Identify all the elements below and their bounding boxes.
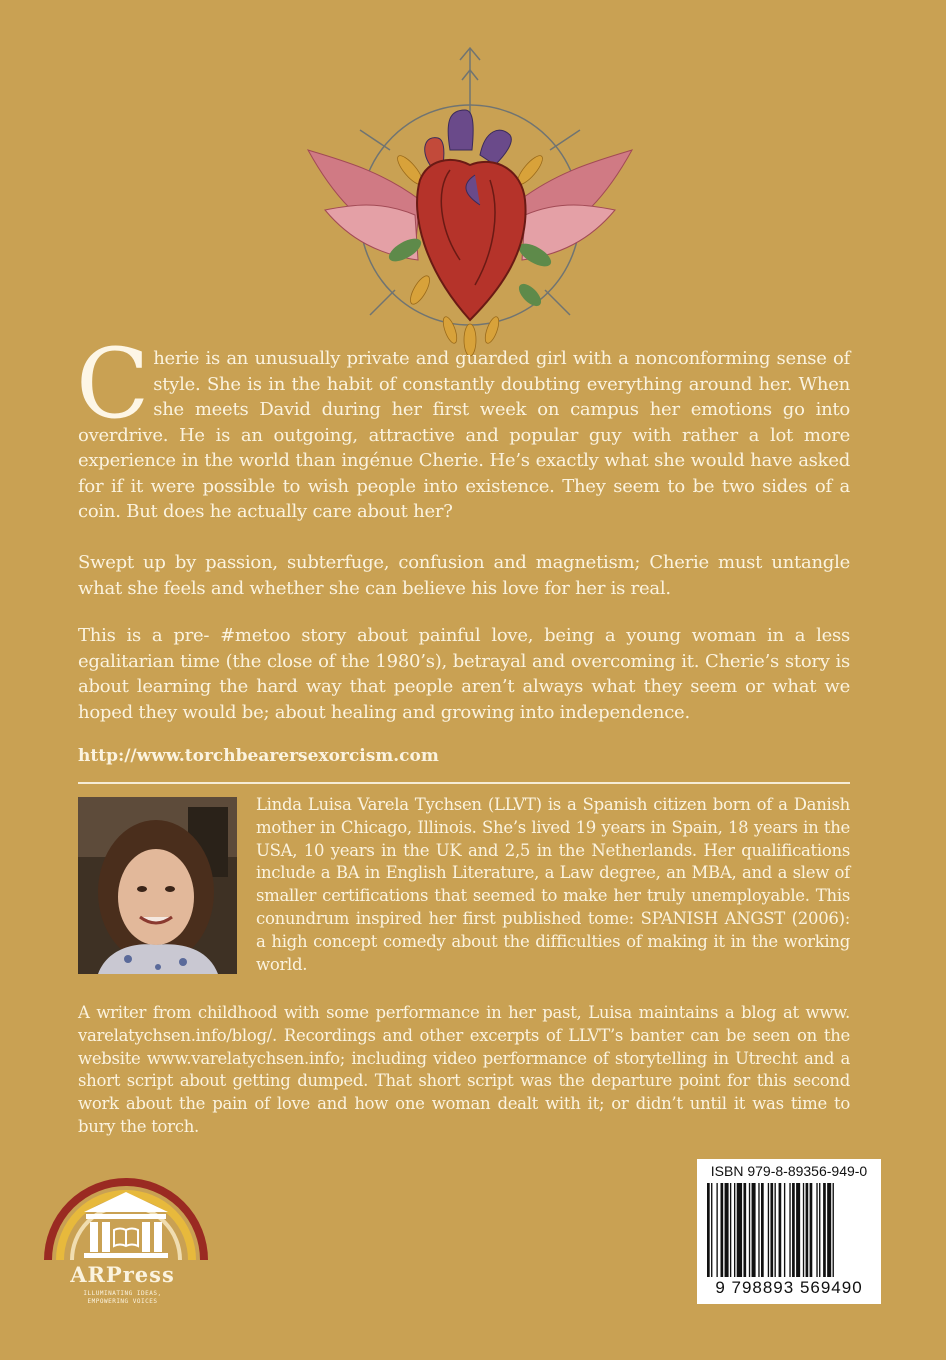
barcode-bar bbox=[749, 1183, 750, 1277]
drop-cap: C bbox=[76, 328, 150, 440]
barcode-bar bbox=[734, 1183, 735, 1277]
isbn-label: ISBN 979-8-89356-949-0 bbox=[710, 1163, 868, 1179]
barcode-bar bbox=[721, 1183, 724, 1277]
barcode-bar bbox=[784, 1183, 785, 1277]
barcode-bar bbox=[725, 1183, 729, 1277]
publisher-tagline bbox=[40, 1290, 205, 1306]
barcode-bar bbox=[761, 1183, 764, 1277]
barcode-bar bbox=[770, 1183, 773, 1277]
barcode-bar bbox=[707, 1183, 710, 1277]
barcode-bar bbox=[711, 1183, 712, 1277]
barcode-bar bbox=[775, 1183, 776, 1277]
barcode-bar bbox=[803, 1183, 804, 1277]
barcode-bar bbox=[816, 1183, 817, 1277]
barcode-bar bbox=[806, 1183, 809, 1277]
barcode-bar bbox=[743, 1183, 746, 1277]
publisher-tagline-line-1: ILLUMINATING IDEAS, bbox=[83, 1290, 162, 1297]
barcode-bar bbox=[792, 1183, 795, 1277]
website-url: http://www.torchbearersexorcism.com bbox=[78, 746, 439, 766]
barcode-bar bbox=[752, 1183, 756, 1277]
barcode-bar bbox=[810, 1183, 813, 1277]
blurb-paragraph-1 bbox=[76, 328, 850, 525]
author-bio-continued: A writer from childhood with some performance in her past, Luisa maintains a blog at www. varelatychsen.info/blog/. Recordings and other excerpts of LLVT’s banter can be seen on the website www.varelatychsen.info; including video performance of storytelling in Utrecht and a short script about getting dumped. That short script was the departure point for this second work about the pain of love and how one woman dealt with it; or didn’t until it was time to bury the torch. bbox=[78, 1003, 850, 1136]
publisher-name: ARPress bbox=[70, 1262, 175, 1287]
blurb-paragraph-3: This is a pre- #metoo story about painful love, being a young woman in a less egalitarian time (the close of the 1980’s), betrayal and overcoming it. Cherie’s story is about learning the hard way that people aren’t always what they seem or what we hoped they would be; about healing and growing into independence. bbox=[78, 625, 850, 723]
barcode-bar bbox=[789, 1183, 790, 1277]
isbn-barcode bbox=[697, 1159, 881, 1304]
barcode-bar bbox=[737, 1183, 742, 1277]
barcode-bar bbox=[833, 1183, 834, 1277]
blurb-paragraph-2: Swept up by passion, subterfuge, confusion and magnetism; Cherie must untangle what she feels and whether she can believe his love for her is real. bbox=[78, 552, 850, 599]
barcode-bar bbox=[819, 1183, 820, 1277]
author-photo bbox=[78, 797, 237, 974]
barcode-bar bbox=[827, 1183, 831, 1277]
barcode-digits: 9 798893 569490 bbox=[715, 1278, 863, 1297]
divider bbox=[78, 782, 850, 784]
barcode-bar bbox=[758, 1183, 759, 1277]
open-book-icon bbox=[114, 1229, 138, 1247]
barcode-bars bbox=[705, 1183, 873, 1279]
winged-heart-illustration bbox=[300, 40, 640, 370]
author-bio: Linda Luisa Varela Tychsen (LLVT) is a Spanish citizen born of a Danish mother in Chicago, Illinois. She’s lived 19 years in Spain, 18 years in the USA, 10 years in the UK and 2,5 in the Netherlands. Her qualifications include a BA in English Literature, a Law degree, an MBA, and a slew of smaller certifications that seemed to make her truly unemployable. This conundrum inspired her first published tome: SPANISH ANGST (2006): a high concept comedy about the difficulties of making it in the working world. bbox=[256, 795, 850, 974]
barcode-bar bbox=[823, 1183, 826, 1277]
barcode-bar bbox=[779, 1183, 782, 1277]
barcode-bar bbox=[730, 1183, 731, 1277]
publisher-tagline-line-2: EMPOWERING VOICES bbox=[87, 1298, 158, 1305]
barcode-bar bbox=[768, 1183, 769, 1277]
barcode-bar bbox=[796, 1183, 800, 1277]
barcode-bar bbox=[716, 1183, 717, 1277]
blurb-paragraph-1-text: herie is an unusually private and guarded girl with a nonconforming sense of style. She is in the habit of constantly doubting everything around her. When she meets David during her first week on campus her emotions go into overdrive. He is an outgoing, attractive and popular guy with rather a lot more experience in the world than ingénue Cherie. He’s exactly what she would have asked for if it were possible to wish people into existence. They seem to be two sides of a coin. But does he actually care about her? bbox=[78, 348, 850, 522]
